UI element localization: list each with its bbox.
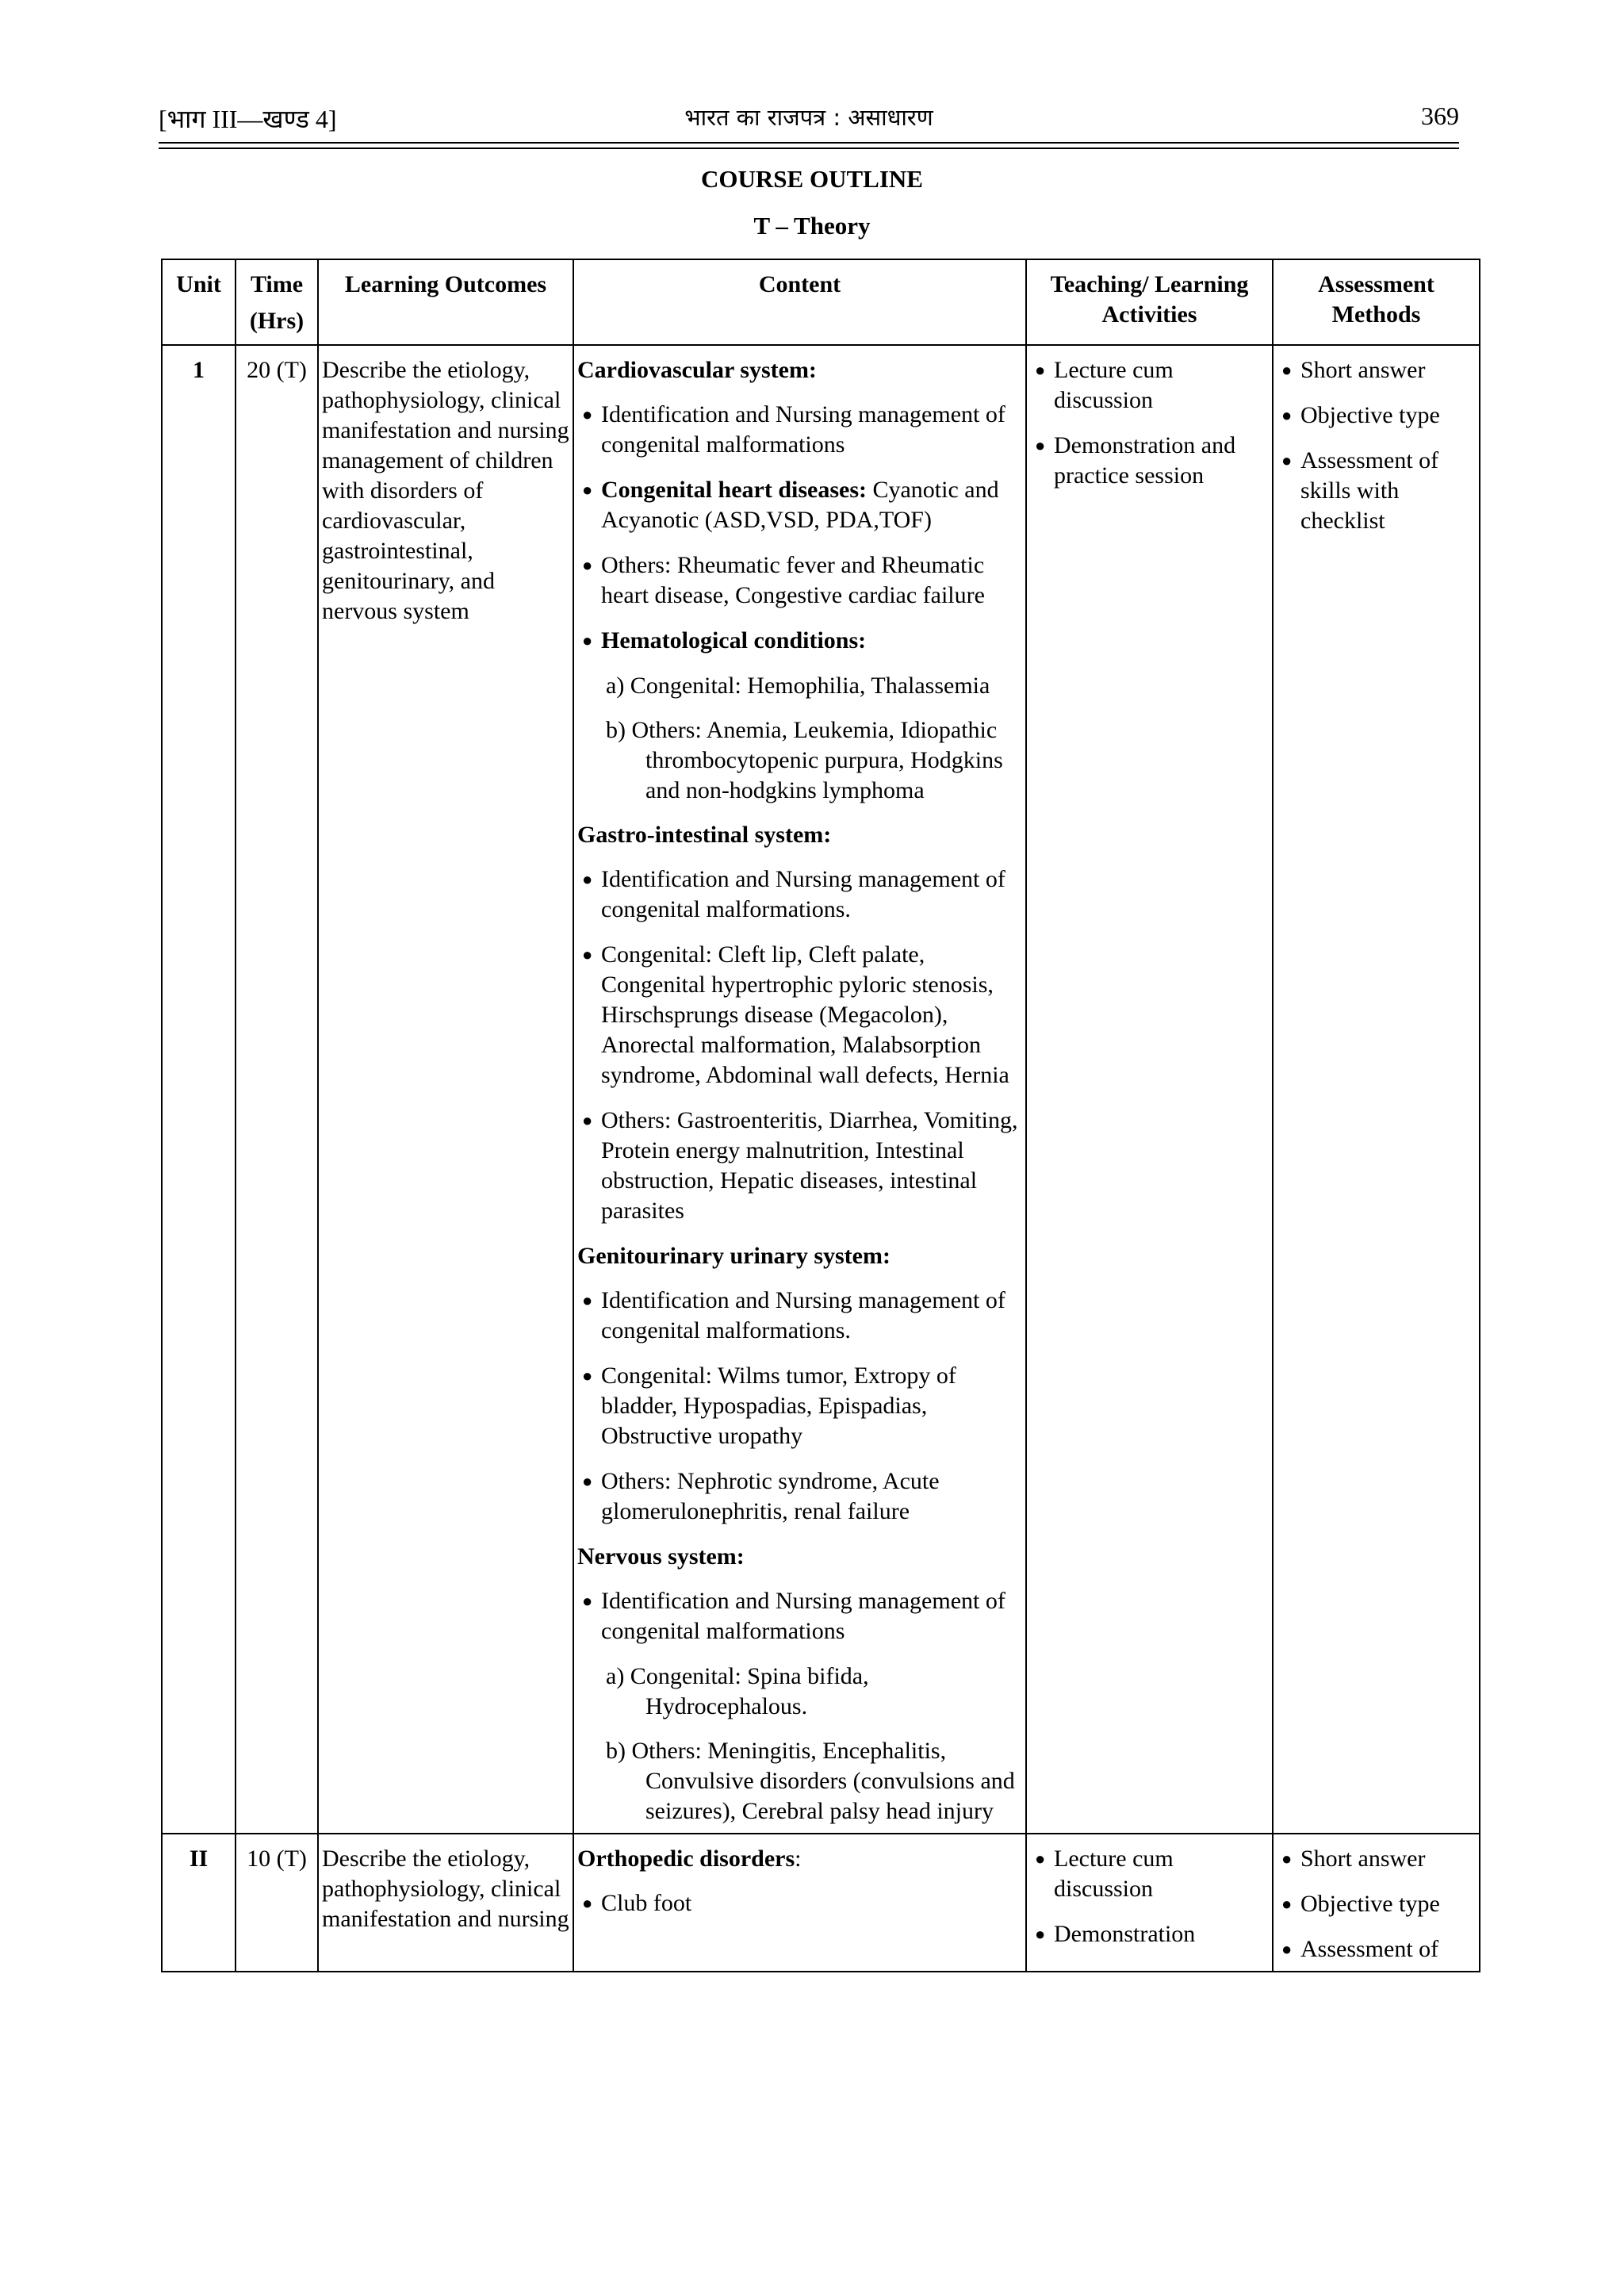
assessment-cell bbox=[1273, 345, 1480, 1834]
sub-item: a) Congenital: Hemophilia, Thalassemia bbox=[606, 673, 990, 699]
list-item: ● Identification and Nursing management of congenital malformations bbox=[582, 401, 1005, 458]
list-item: ● Hematological conditions: bbox=[582, 627, 867, 654]
unit-cell: II bbox=[162, 1834, 236, 1972]
section-heading-nervous: Nervous system: bbox=[577, 1543, 745, 1570]
col-header-assessment: Assessment Methods bbox=[1273, 259, 1480, 345]
genito-list bbox=[577, 1286, 1022, 1527]
list-item: ● Assessment of skills with checklist bbox=[1281, 447, 1439, 534]
section-heading-gastrointestinal: Gastro-intestinal system: bbox=[577, 822, 832, 848]
outcomes-cell: Describe the etiology, pathophysiology, clinical manifestation and nursing bbox=[318, 1834, 573, 1972]
list-item: ● Short answer bbox=[1281, 1846, 1426, 1872]
activities-cell bbox=[1026, 1834, 1273, 1972]
nervous-list bbox=[577, 1586, 1022, 1646]
list-item: ● Congenital heart diseases: Cyanotic and Acyanotic (ASD,VSD, PDA,TOF) bbox=[582, 477, 999, 533]
section-heading-cardiovascular: Cardiovascular system: bbox=[577, 357, 817, 383]
col-header-time: Time (Hrs) bbox=[236, 259, 318, 345]
col-header-content: Content bbox=[573, 259, 1026, 345]
assessment-cell bbox=[1273, 1834, 1480, 1972]
time-cell: 20 (T) bbox=[236, 345, 318, 1834]
table-row bbox=[162, 1834, 1480, 1972]
table-header-row bbox=[162, 259, 1480, 345]
list-item: ● Demonstration bbox=[1035, 1921, 1196, 1947]
section-heading-orthopedic: Orthopedic disorders: bbox=[577, 1846, 802, 1872]
list-item: ● Short answer bbox=[1281, 357, 1426, 383]
course-outline-table bbox=[161, 259, 1480, 1972]
list-item: ● Lecture cum discussion bbox=[1035, 357, 1174, 413]
content-cell bbox=[573, 1834, 1026, 1972]
activities-cell bbox=[1026, 345, 1273, 1834]
sub-item: b) Others: Meningitis, Encephalitis, Convulsive disorders (convulsions and seizures), Cerebral palsy head injury bbox=[606, 1738, 1015, 1824]
col-header-unit: Unit bbox=[162, 259, 236, 345]
table-row bbox=[162, 345, 1480, 1834]
list-item: ● Objective type bbox=[1281, 1891, 1440, 1917]
sub-item: b) Others: Anemia, Leukemia, Idiopathic thrombocytopenic purpura, Hodgkins and non-hodgkins lymphoma bbox=[606, 717, 1003, 803]
list-item: ● Identification and Nursing management of congenital malformations. bbox=[582, 866, 1005, 922]
header-part-section: [भाग III—खण्ड 4] bbox=[159, 105, 337, 133]
list-item: ● Congenital: Wilms tumor, Extropy of bladder, Hypospadias, Epispadias, Obstructive uropathy bbox=[582, 1363, 956, 1449]
list-item: ● Others: Gastroenteritis, Diarrhea, Vomiting, Protein energy malnutrition, Intestinal obstruction, Hepatic diseases, intestinal parasites bbox=[582, 1107, 1018, 1224]
cardio-list bbox=[577, 400, 1022, 656]
header-rule-top bbox=[159, 142, 1459, 144]
list-item: ● Congenital: Cleft lip, Cleft palate, Congenital hypertrophic pyloric stenosis, Hirschsprungs disease (Megacolon), Anorectal malformation, Malabsorption syndrome, Abdominal wall defects, Hernia bbox=[582, 941, 1009, 1088]
header-rule-bottom bbox=[159, 148, 1459, 149]
list-item: ● Others: Rheumatic fever and Rheumatic heart disease, Congestive cardiac failure bbox=[582, 552, 985, 608]
list-item: ● Demonstration and practice session bbox=[1035, 432, 1236, 489]
gastro-list bbox=[577, 864, 1022, 1226]
col-header-outcomes: Learning Outcomes bbox=[318, 259, 573, 345]
col-header-activities: Teaching/ Learning Activities bbox=[1026, 259, 1273, 345]
list-item: ● Lecture cum discussion bbox=[1035, 1846, 1174, 1902]
running-header bbox=[159, 102, 1459, 141]
list-item: ● Club foot bbox=[582, 1890, 692, 1916]
sub-item: a) Congenital: Spina bifida, Hydrocephalous. bbox=[606, 1663, 869, 1719]
outcomes-cell: Describe the etiology, pathophysiology, clinical manifestation and nursing management of children with disorders of cardiovascular, gastrointestinal, genitourinary, and nervous system bbox=[318, 345, 573, 1834]
content-cell bbox=[573, 345, 1026, 1834]
page-number: 369 bbox=[1421, 102, 1459, 130]
time-cell: 10 (T) bbox=[236, 1834, 318, 1972]
header-gazette-title: भारत का राजपत्र : असाधारण bbox=[684, 104, 933, 131]
course-outline-subtitle: T – Theory bbox=[753, 212, 871, 240]
list-item: ● Others: Nephrotic syndrome, Acute glomerulonephritis, renal failure bbox=[582, 1468, 940, 1524]
section-heading-genitourinary: Genitourinary urinary system: bbox=[577, 1243, 891, 1269]
unit-cell: 1 bbox=[162, 345, 236, 1834]
list-item: ● Identification and Nursing management of congenital malformations bbox=[582, 1588, 1005, 1644]
list-item: ● Identification and Nursing management of congenital malformations. bbox=[582, 1287, 1005, 1343]
course-outline-title: COURSE OUTLINE bbox=[701, 165, 923, 193]
list-item: ● Assessment of bbox=[1281, 1936, 1439, 1962]
list-item: ● Objective type bbox=[1281, 402, 1440, 428]
